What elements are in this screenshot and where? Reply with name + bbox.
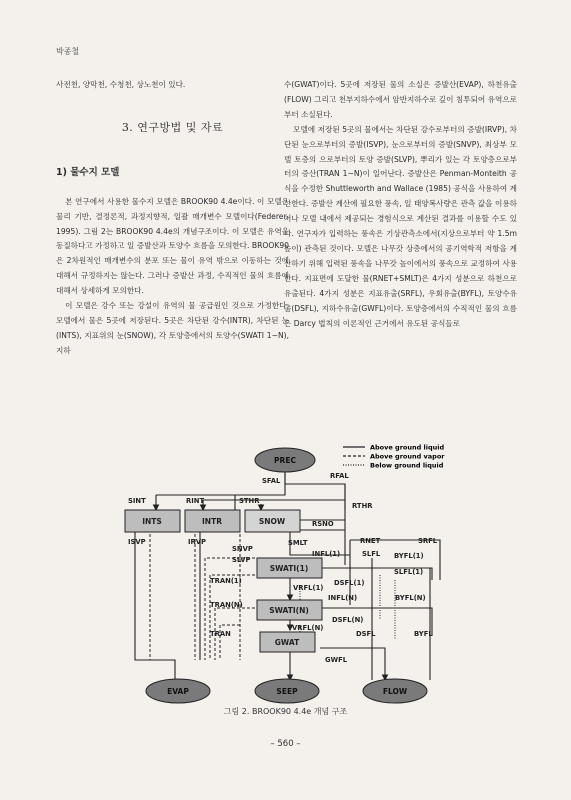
label-snvp: SNVP — [232, 545, 253, 553]
label-vrflN: VRFL(N) — [292, 624, 324, 632]
node-flow-label: FLOW — [382, 687, 408, 696]
running-header-author: 박종철 — [56, 47, 80, 56]
left-column — [56, 78, 289, 359]
label-slfl1: SLFL(1) — [394, 568, 424, 576]
figure-caption: 그림 2. BROOK90 4.4e 개념 구조 — [223, 707, 348, 716]
label-tran: TRAN — [210, 630, 231, 638]
box-swati-n-label: SWATI(N) — [269, 606, 309, 615]
flow-diagram — [0, 440, 571, 710]
label-tranN: TRAN(N) — [210, 601, 243, 609]
label-rnet: RNET — [360, 537, 381, 545]
label-vrfl1: VRFL(1) — [293, 584, 324, 592]
box-swati-1-label: SWATI(1) — [269, 564, 309, 573]
page-number: – 560 – — [270, 739, 301, 749]
label-dsfl: DSFL — [356, 630, 376, 638]
node-prec-label: PREC — [274, 456, 296, 465]
intro-text: 사전천, 양막천, 수청천, 상노천이 있다. — [56, 80, 186, 89]
legend-label: Below ground liquid — [370, 461, 444, 470]
box-intr-label: INTR — [202, 517, 222, 526]
label-dsflN: DSFL(N) — [332, 616, 364, 624]
label-dsfl1: DSFL(1) — [334, 579, 365, 587]
legend-label: Above ground liquid — [370, 443, 445, 452]
label-isvp: ISVP — [128, 538, 146, 546]
body-paragraph: 이 모델은 강수 또는 강설이 유역의 물 공급원인 것으로 가정한다. 모델에서 물은 5곳에 저장된다. 5곳은 차단된 강수(INTR), 차단된 눈(INTS), 지표위의 눈(SNOW), 각 토양층에서의 토양수(SWATI 1~N), 지하 — [56, 301, 289, 355]
label-slfl: SLFL — [362, 550, 381, 558]
label-srfl-top: SRFL — [418, 537, 438, 545]
label-byfl: BYFL — [414, 630, 433, 638]
label-tran1: TRAN(1) — [210, 577, 242, 585]
label-slvp: SLVP — [232, 556, 251, 564]
figure-brook90-diagram — [0, 440, 571, 700]
label-byfl1: BYFL(1) — [394, 552, 424, 560]
label-rfal: RFAL — [330, 472, 349, 480]
label-smlt: SMLT — [288, 539, 308, 547]
right-column — [284, 78, 517, 331]
node-seep-label: SEEP — [276, 687, 298, 696]
label-inflN: INFL(N) — [328, 594, 358, 602]
node-evap-label: EVAP — [167, 687, 189, 696]
label-gwfl: GWFL — [325, 656, 348, 664]
label-sint: SINT — [128, 497, 146, 505]
box-ints-label: INTS — [142, 517, 162, 526]
body-paragraph: 모델에 저장된 5곳의 물에서는 차단된 강수로부터의 증발(IRVP), 차단된 눈으로부터의 증발(ISVP), 눈으로부터의 증발(SNVP), 최상부 모델 토층의 으로부터의 토양 증발(SLVP), 뿌리가 있는 각 토양층으로부터의 증산(TRAN 1~N)이 일어난다. 증발산은 Penman-Monteith 공식을 수정한 Shuttleworth and Wallace (1985) 공식을 사용하여 계산한다. 증발산 계산에 필요한 풍속, 일 태양복사량은 관측 값을 이용하거나 모델 내에서 제공되는 경험식으로 계산된 결과를 이용할 수도 있다. 연구자가 입력하는 풍속은 기상관측소에서(지상으로부터 약 1.5m 높이) 관측된 것이다. 모델은 나무갓 상층에서의 공기역학적 저항을 계산하기 위해 입력된 풍속을 나무갓 높이에서의 풍속으로 교정하여 사용한다. 지표면에 도달한 물(RNET+SMLT)은 4가지 성분으로 하천으로 유출된다. 4가지 성분은 지표유출(SRFL), 우회유출(BYFL), 토양수유출(DSFL), 지하수유출(GWFL)이다. 토양층에서의 수직적인 물의 흐름은 Darcy 법칙의 이론적인 근거에서 유도된 공식들로 — [284, 124, 517, 328]
subsection-title: 1) 물수지 모델 — [56, 166, 120, 178]
label-rint: RINT — [186, 497, 205, 505]
body-paragraph: 본 연구에서 사용한 물수지 모델은 BROOK90 4.4e이다. 이 모델은 물리 기반, 결정론적, 과정지향적, 일괄 매개변수 모델이다(Federer, 1995). 그림 2는 BROOK90 4.4e의 개념구조이다. 이 모델은 유역을 동질하다고 가정하고 일 증발산과 토양수 흐름을 모의한다. BROOK90은 2차원적인 매개변수의 분포 또는 물이 유역 밖으로 이동하는 것에 대해서 규정하지는 않는다. 그러나 증발산 과정, 수직적인 물의 흐름에 대해서 상세하게 모의한다. — [56, 196, 289, 296]
body-paragraph: 수(GWAT)이다. 5곳에 저장된 물의 소실은 증발산(EVAP), 하천유출(FLOW) 그리고 천부지하수에서 암반지하수로 깊이 침투되어 유역으로부터 소실된다. — [284, 80, 517, 119]
legend — [343, 444, 445, 470]
label-infl1: INFL(1) — [312, 550, 341, 558]
label-sthr: STHR — [239, 497, 260, 505]
box-snow-label: SNOW — [258, 517, 286, 526]
label-rsno: RSNO — [312, 520, 334, 528]
label-rthr: RTHR — [352, 502, 373, 510]
section-title: 3. 연구방법 및 자료 — [121, 120, 224, 134]
legend-label: Above ground vapor — [370, 452, 445, 461]
label-irvp: IRVP — [188, 538, 207, 546]
label-sfal: SFAL — [262, 477, 281, 485]
box-gwat-label: GWAT — [274, 638, 300, 647]
label-byflN: BYFL(N) — [395, 594, 426, 602]
